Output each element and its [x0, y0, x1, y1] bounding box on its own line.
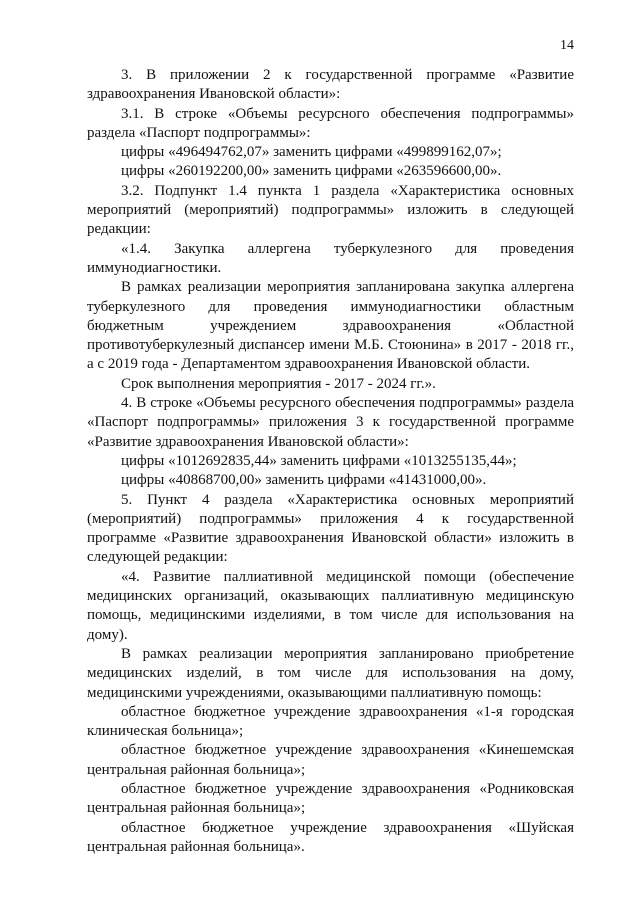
paragraph: Срок выполнения мероприятия - 2017 - 2024 гг.». — [121, 375, 436, 392]
paragraph: 4. В строке «Объемы ресурсного обеспечения подпрограммы» раздела «Паспорт подпрограммы» приложения 3 к государственной программе «Развитие здравоохранения Ивановской области»: — [87, 395, 574, 450]
paragraph: цифры «496494762,07» заменить цифрами «499899162,07»; — [121, 144, 502, 161]
paragraph: областное бюджетное учреждение здравоохранения «Родниковская центральная районная больница»; — [87, 780, 574, 817]
paragraph: В рамках реализации мероприятия запланирована закупка аллергена туберкулезного для проведения иммунодиагностики областным бюджетным учреждением здравоохранения «Областной противотуберкулезный диспансер имени М.Б. Стоюнина» в 2017 - 2018 гг., а с 2019 года - Департаментом здравоохранения Ивановской области. — [87, 279, 574, 373]
paragraph: В рамках реализации мероприятия запланировано приобретение медицинских изделий, в том числе для использования на дому, медицинскими учреждениями, оказывающими паллиативную помощь: — [87, 645, 574, 701]
paragraph: 5. Пункт 4 раздела «Характеристика основных мероприятий (мероприятий) подпрограммы» приложения 4 к государственной программе «Развитие здравоохранения Ивановской области» изложить в следующей редакции: — [87, 491, 574, 566]
page-number: 14 — [560, 38, 574, 53]
paragraph: областное бюджетное учреждение здравоохранения «Кинешемская центральная районная больница»; — [87, 742, 574, 778]
paragraph: цифры «260192200,00» заменить цифрами «263596600,00». — [121, 163, 502, 180]
paragraph: областное бюджетное учреждение здравоохранения «Шуйская центральная районная больница». — [87, 819, 574, 855]
paragraph: «4. Развитие паллиативной медицинской помощи (обеспечение медицинских организаций, оказывающих паллиативную медицинскую помощь, медицинскими изделиями, в том числе для использования на дому). — [87, 568, 574, 643]
paragraph: 3. В приложении 2 к государственной программе «Развитие здравоохранения Ивановской области»: — [87, 67, 574, 103]
paragraph: «1.4. Закупка аллергена туберкулезного для проведения иммунодиагностики. — [87, 240, 574, 276]
paragraph: 3.1. В строке «Объемы ресурсного обеспечения подпрограммы» раздела «Паспорт подпрограммы»: — [87, 105, 574, 141]
document-body — [87, 66, 574, 857]
paragraph: цифры «1012692835,44» заменить цифрами «1013255135,44»; — [121, 452, 517, 469]
paragraph: цифры «40868700,00» заменить цифрами «41431000,00». — [121, 472, 487, 489]
paragraph: 3.2. Подпункт 1.4 пункта 1 раздела «Характеристика основных мероприятий (мероприятий) подпрограммы» изложить в следующей редакции: — [87, 182, 574, 238]
paragraph: областное бюджетное учреждение здравоохранения «1-я городская клиническая больница»; — [87, 703, 574, 740]
